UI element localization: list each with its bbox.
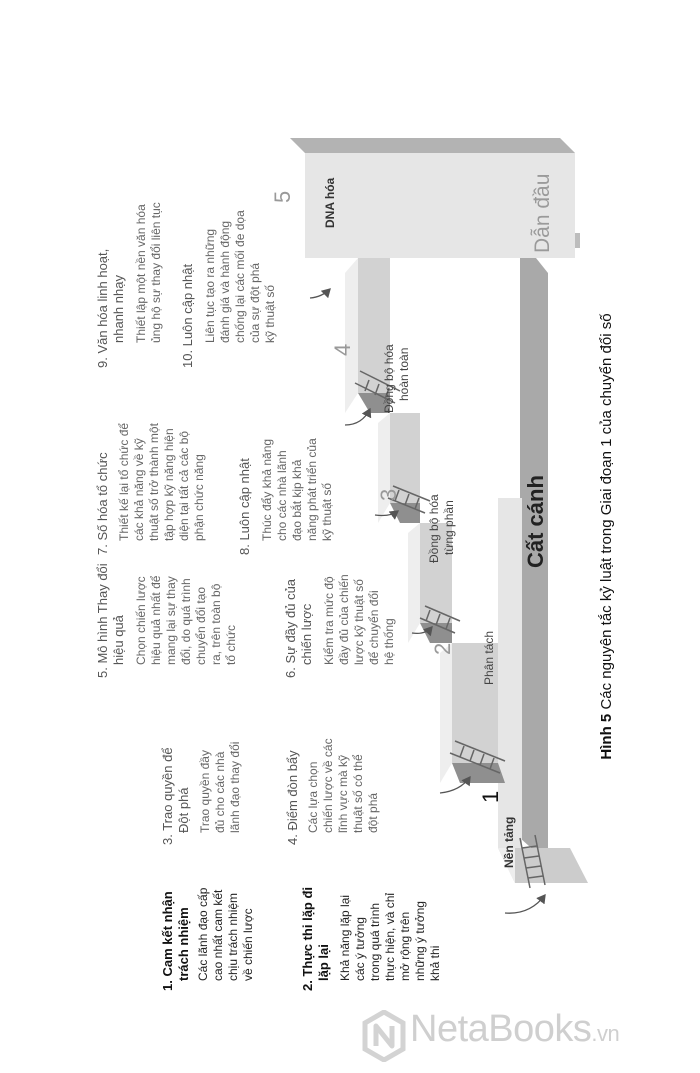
principle-8-title-line1: 8. Luôn cập nhật [237,458,252,555]
principle-2-desc-5: những ý tưởng [413,901,427,981]
stage-3-label-line1: Đồng bộ hóa [427,494,441,563]
principle-10-desc-3: của sự đột phá [248,262,262,343]
principle-7-desc-0: Thiết kế lại tổ chức để [117,422,131,541]
principle-6-desc-1: đầy đủ của chiến [337,574,351,665]
principle-1-desc-3: về chiến lược [241,908,255,981]
principle-5-desc-1: hiệu quả nhất để [149,575,163,665]
stage-1-label: Nền tảng [502,816,516,868]
principle-9-desc-1: ủng hộ sự thay đổi liên tục [149,202,163,343]
stage-4-number: 4 [330,343,355,356]
principle-10-desc-0: Liên tục tạo ra những [203,228,217,343]
step-2-side [452,763,505,783]
principle-4-title-line1: 4. Điểm đòn bẩy [285,750,300,845]
takeoff-label: Cất cánh [523,475,548,568]
principle-5-desc-6: tổ chức [224,624,238,665]
principle-3-title-line1: 3. Trao quyền để [160,747,175,845]
step-3-top [408,523,420,643]
watermark-text [410,1008,619,1051]
principle-10-title-line1: 10. Luôn cập nhật [180,263,195,368]
lead-panel-edge [290,138,575,153]
principle-3-desc-1: đủ cho các nhà [213,751,227,833]
principle-6-title-line2: chiến lược [299,603,314,665]
principle-5-desc-3: đổi, do quá trình [179,578,193,665]
stage-5-number: 5 [270,190,295,203]
principle-2-desc-2: trong quá trình [368,902,382,981]
principle-1-title-line1: 1. Cam kết nhận [160,891,175,991]
principle-10-desc-2: chống lại các mối đe dọa [233,210,247,343]
stage-4-label-line1: Đồng bộ hóa [382,344,396,413]
stage-4-label-line2: hoàn toàn [397,347,411,401]
principle-1-desc-2: chịu trách nhiệm [226,892,240,981]
stage-3-number: 3 [376,488,401,501]
principle-2-title-line1: 2. Thực thi lặp đi [300,886,315,991]
principle-4-desc-2: lĩnh vực mà kỹ [336,754,350,833]
principle-5-title-line1: 5. Mô hình Thay đổi [95,563,110,678]
principle-7-desc-4: diện tại tất cả các bộ [177,430,191,541]
principle-5-title-line2: hiệu quả [111,615,126,665]
watermark-suffix: .vn [591,1021,620,1046]
step-2-top [440,643,452,783]
principle-7-desc-1: các khả năng về kỹ [132,438,146,541]
principle-10-desc-1: đánh giá và hành động [218,220,232,343]
netabooks-watermark [362,1000,700,1073]
principle-3-desc-2: lãnh đạo thay đổi [228,741,242,833]
principle-4-desc-4: đột phá [366,792,380,833]
stage-2-label: Phân tách [482,630,496,685]
principle-7-title-line1: 7. Số hóa tổ chức [95,452,110,555]
principle-1-desc-1: cao nhất cam kết [211,889,225,981]
netabooks-logo-icon [362,1010,406,1062]
principle-1-title-line2: trách nhiệm [176,907,191,981]
principle-9-desc-0: Thiết lập một nền văn hóa [134,204,148,343]
principle-8-desc-3: năng phát triển của [305,438,319,541]
lead-label: Dẫn đầu [531,173,554,253]
stage-5-label: DNA hóa [323,177,337,228]
principle-3-desc-0: Trao quyền đầy [198,750,212,833]
principle-8-desc-0: Thúc đẩy khả năng [260,438,274,541]
principle-1-desc-0: Các lãnh đạo cấp [196,887,210,981]
principle-7-desc-3: tập hợp kỹ năng hiện [162,428,176,541]
stage-2-number: 2 [430,642,455,655]
principle-5-desc-2: mang lại sự thay [164,576,178,665]
principle-8-desc-2: đạo bắt kịp khả [290,459,304,541]
principle-6-desc-3: để chuyển đổi [367,590,381,665]
stage-3-label-line2: từng phần [442,500,456,555]
principle-4-desc-1: chiến lược về các [321,738,335,833]
principle-2-desc-4: mở rộng trên [398,911,412,981]
principle-9-title-line2: nhanh nhạy [111,275,126,343]
principle-2-desc-0: Khả năng lặp lại [338,894,352,981]
watermark-brand: NetaBooks [410,1008,592,1050]
principle-3-title-line2: Đột phá [176,787,191,833]
principle-9-title-line1: 9. Văn hóa linh hoạt, [95,248,110,368]
arrow-1 [505,895,545,913]
arrow-6 [310,289,330,298]
figure-caption-text: Các nguyên tắc kỷ luật trong Giai đoạn 1 của chuyển đổi số [598,313,615,710]
principle-6-title-line1: 6. Sự đầy đủ của [283,578,298,678]
principle-7-desc-5: phận chức năng [192,454,206,541]
arrow-5 [345,409,370,425]
principle-4-desc-3: thuật số có thể [351,754,365,833]
principle-2-title-line2: lặp lại [316,944,331,981]
principle-8-desc-4: kỹ thuật số [320,482,334,541]
principle-5-desc-5: ra, trên toàn bộ [209,583,223,665]
stage-1-number: 1 [478,790,503,803]
principle-2-desc-1: các ý tưởng [353,917,367,981]
principle-7-desc-2: thuật số trở thành một [147,423,161,541]
principle-2-desc-3: thực hiện, và chỉ [383,892,397,981]
principle-8-desc-1: cho các nhà lãnh [275,450,289,541]
principle-5-desc-4: chuyển đổi tạo [194,586,208,665]
figure-caption-prefix: Hình 5 [598,713,615,760]
principle-10-desc-4: kỹ thuật số [263,284,277,343]
principle-6-desc-0: Kiểm tra mức độ [322,576,336,665]
principle-6-desc-2: lược kỹ thuật số [352,579,366,665]
step-4-top [378,413,390,523]
principle-5-desc-0: Chọn chiến lược [134,576,148,665]
figure-caption [598,0,615,1073]
principle-2-desc-6: khả thi [428,945,442,981]
step-5-top [345,258,358,413]
principle-4-desc-0: Các lựa chọn [306,761,320,833]
principle-6-desc-4: hệ thống [382,618,396,665]
